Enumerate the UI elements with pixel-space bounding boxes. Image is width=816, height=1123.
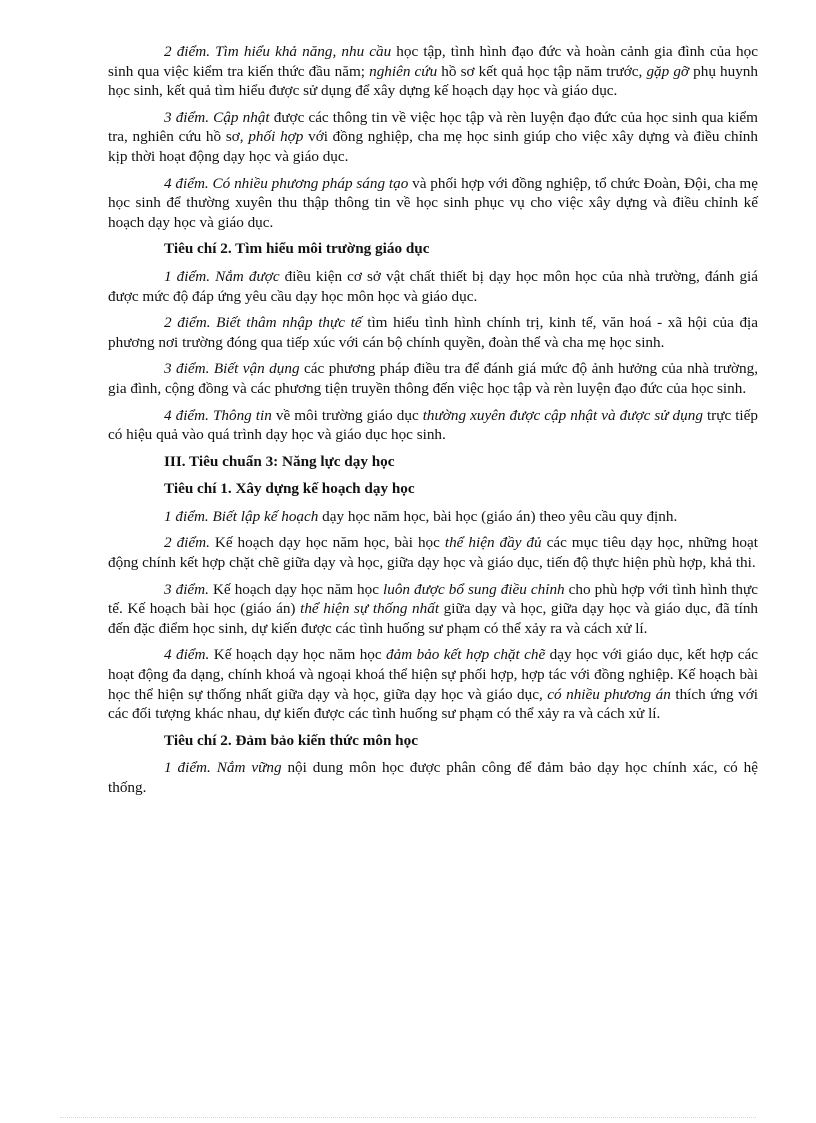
body-paragraph bbox=[108, 174, 758, 233]
emphasized-text: 1 điểm. Biết lập kế hoạch bbox=[164, 507, 319, 525]
emphasized-text: 4 điểm. Thông tin bbox=[164, 406, 272, 424]
paragraph-text: phụ huynh học sinh, kết quả tìm hiểu được sử dụng để xây dựng kế hoạch dạy học và giáo dục. bbox=[108, 62, 758, 100]
paragraph-text: nội dung môn học được phân công để đảm bảo dạy học chính xác, có hệ thống. bbox=[108, 759, 758, 796]
paragraph-text: thích ứng với các đối tượng khác nhau, dự kiến được các tình huống sư phạm có thể xảy ra và cách xử lí. bbox=[108, 685, 759, 723]
paragraph-text: Kế hoạch dạy học năm học bbox=[209, 646, 387, 664]
emphasized-text: 4 điểm. bbox=[164, 646, 210, 664]
emphasized-text: 3 điểm. Biết vận dụng bbox=[164, 360, 300, 378]
body-paragraph bbox=[108, 359, 758, 398]
body-paragraph bbox=[108, 108, 758, 167]
paragraph-text: được các thông tin về việc học tập và rèn luyện đạo đức của học sinh qua kiểm tra, nghiên cứu hồ sơ, bbox=[108, 108, 758, 146]
body-paragraph bbox=[108, 758, 758, 797]
page-bottom-divider bbox=[60, 1117, 756, 1118]
emphasized-text: luôn được bổ sung điều chỉnh bbox=[383, 580, 565, 598]
paragraph-text: với đồng nghiệp, cha mẹ học sinh giúp cho việc xây dựng và điều chỉnh kịp thời hoạt động dạy học và giáo dục. bbox=[108, 128, 758, 165]
emphasized-text: 2 điểm. Biết thâm nhập thực tế bbox=[164, 314, 362, 332]
body-paragraph bbox=[108, 580, 758, 639]
paragraph-text: Kế hoạch dạy học năm học bbox=[208, 580, 384, 598]
emphasized-text: gặp gỡ bbox=[646, 62, 690, 80]
paragraph-text: dạy học với giáo dục, kết hợp các hoạt động đa dạng, chính khoá và ngoại khoá thể hiện sự phối hợp, hợp tác với đồng nghiệp. Kế hoạch bài học thể hiện sự thống nhất giữa dạy và học, giữa dạy học và giáo dục, bbox=[108, 646, 759, 703]
paragraph-text: tìm hiểu tình hình chính trị, kinh tế, văn hoá - xã hội của địa phương nơi trường đóng qua tiếp xúc với cán bộ chính quyền, đoàn thể và cha mẹ học sinh. bbox=[108, 314, 758, 351]
paragraph-text: các mục tiêu dạy học, những hoạt động chính kết hợp chặt chẽ giữa dạy và học, giữa dạy học và giáo dục, tiến độ thực hiện phù hợp, khả thi. bbox=[108, 534, 758, 572]
emphasized-text: đảm bảo kết hợp chặt chẽ bbox=[386, 646, 546, 664]
emphasized-text: có nhiều phương án bbox=[547, 685, 671, 703]
body-paragraph bbox=[108, 507, 758, 527]
paragraph-text: trực tiếp có hiệu quả vào quá trình dạy học và giáo dục học sinh. bbox=[108, 406, 758, 444]
paragraph-text: giữa dạy và học, giữa dạy học và giáo dục, đã tính đến đặc điểm học sinh, dự kiến được các tình huống sư phạm có thể xảy ra và cách xử lí. bbox=[108, 600, 759, 637]
body-paragraph bbox=[108, 406, 758, 445]
paragraph-text: hồ sơ kết quả học tập năm trước, bbox=[437, 62, 647, 80]
paragraph-text: điều kiện cơ sở vật chất thiết bị dạy học môn học của nhà trường, đánh giá được mức độ đáp ứng yêu cầu dạy học môn học và giáo dục. bbox=[108, 267, 759, 305]
paragraph-text: cho phù hợp với tình hình thực tế. Kế hoạch bài học (giáo án) bbox=[108, 580, 758, 618]
emphasized-text: 4 điểm. Có nhiều phương pháp sáng tạo bbox=[164, 174, 409, 192]
emphasized-text: thường xuyên được cập nhật và được sử dụng bbox=[422, 406, 703, 424]
section-heading bbox=[108, 452, 758, 472]
paragraph-text: Kế hoạch dạy học năm học, bài học bbox=[209, 534, 445, 552]
body-paragraph bbox=[108, 645, 758, 723]
emphasized-text: thể hiện sự thống nhất bbox=[300, 600, 440, 618]
emphasized-text: 2 điểm. bbox=[164, 534, 210, 552]
paragraph-text: học tập, tình hình đạo đức và hoàn cảnh gia đình của học sinh qua việc kiểm tra kiến thức đầu năm; bbox=[108, 43, 758, 80]
emphasized-text: 3 điểm. bbox=[164, 580, 209, 598]
body-paragraph bbox=[108, 313, 758, 352]
emphasized-text: 1 điểm. Nắm vững bbox=[164, 759, 282, 777]
paragraph-text: về môi trường giáo dục bbox=[271, 406, 423, 424]
emphasized-text: 2 điểm. Tìm hiểu khả năng, nhu cầu bbox=[164, 43, 392, 60]
section-heading bbox=[108, 239, 758, 259]
emphasized-text: nghiên cứu bbox=[369, 62, 438, 80]
body-paragraph bbox=[108, 267, 758, 306]
section-heading bbox=[108, 479, 758, 499]
emphasized-text: 3 điểm. Cập nhật bbox=[164, 108, 270, 126]
paragraph-text: Tiêu chí 1. Xây dựng kế hoạch dạy học bbox=[164, 480, 415, 498]
paragraph-text: III. Tiêu chuẩn 3: Năng lực dạy học bbox=[164, 452, 395, 470]
body-paragraph bbox=[108, 42, 758, 101]
body-paragraph bbox=[108, 533, 758, 572]
paragraph-text: các phương pháp điều tra để đánh giá mức độ ảnh hưởng của nhà trường, gia đình, cộng đồng và các phương tiện truyền thông đến việc học tập và rèn luyện đạo đức của học sinh. bbox=[108, 360, 758, 397]
section-heading bbox=[108, 731, 758, 751]
emphasized-text: 1 điểm. Nắm được bbox=[164, 267, 280, 285]
emphasized-text: phối hợp bbox=[248, 128, 304, 146]
paragraph-text: dạy học năm học, bài học (giáo án) theo yêu cầu quy định. bbox=[318, 507, 678, 525]
paragraph-text: Tiêu chí 2. Tìm hiểu môi trường giáo dục bbox=[164, 240, 430, 258]
paragraph-text: và phối hợp với đồng nghiệp, tổ chức Đoàn, Đội, cha mẹ học sinh để thường xuyên thu thập thông tin về học sinh phục vụ cho việc xây dựng và điều chỉnh kế hoạch dạy học và giáo dục. bbox=[108, 174, 758, 231]
emphasized-text: thể hiện đầy đủ bbox=[444, 534, 542, 552]
paragraph-text: Tiêu chí 2. Đảm bảo kiến thức môn học bbox=[164, 731, 418, 749]
